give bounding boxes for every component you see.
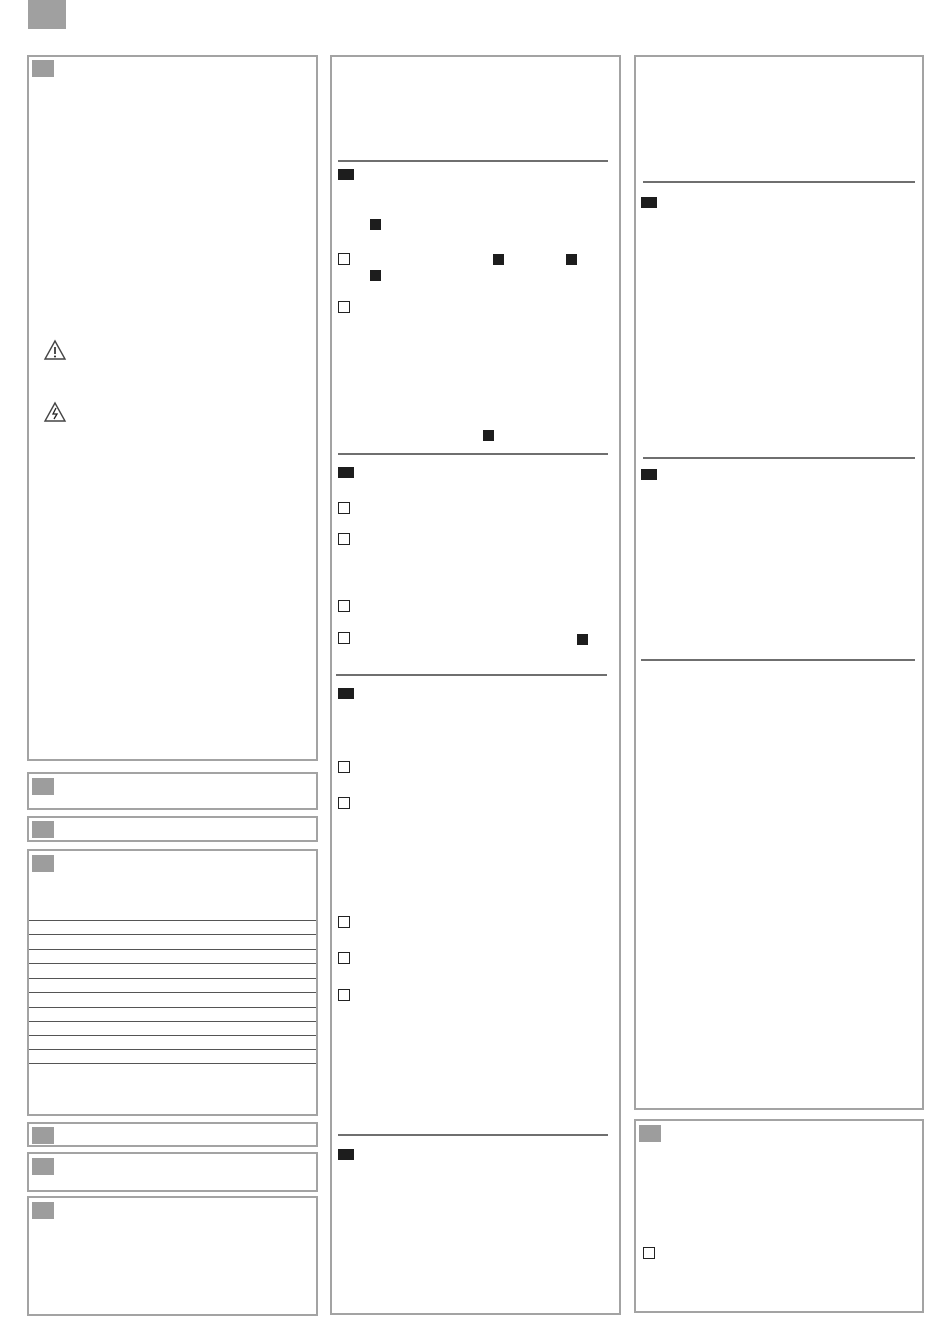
table-row (29, 963, 316, 964)
section-divider (643, 457, 915, 459)
empty-checkbox-icon (338, 952, 350, 964)
technical-data-panel (27, 849, 318, 1116)
table-row (29, 978, 316, 979)
empty-checkbox-icon (338, 301, 350, 313)
section-divider (338, 453, 608, 455)
table-row (29, 1049, 316, 1050)
section-language-marker (639, 1125, 661, 1142)
empty-checkbox-icon (338, 632, 350, 644)
empty-checkbox-icon (338, 533, 350, 545)
section-divider (641, 659, 915, 661)
empty-checkbox-icon (338, 761, 350, 773)
left-small-panel-2 (27, 816, 318, 842)
empty-checkbox-icon (338, 600, 350, 612)
safety-panel (27, 55, 318, 761)
section-language-marker (32, 821, 54, 838)
table-row (29, 1007, 316, 1008)
inline-marker (370, 270, 381, 281)
instructions-panel-middle (330, 55, 621, 1315)
left-bottom-panel (27, 1196, 318, 1316)
section-language-marker (32, 60, 54, 77)
section-language-marker (32, 1202, 54, 1219)
section-divider (336, 674, 607, 676)
page-corner-tab (28, 0, 66, 29)
left-small-panel-3 (27, 1122, 318, 1147)
empty-checkbox-icon (338, 989, 350, 1001)
table-row (29, 920, 316, 921)
table-row (29, 992, 316, 993)
inline-marker (370, 219, 381, 230)
empty-checkbox-icon (338, 502, 350, 514)
section-language-marker (32, 855, 54, 872)
right-bottom-panel (634, 1119, 924, 1313)
section-marker (338, 169, 354, 180)
empty-checkbox-icon (338, 797, 350, 809)
section-language-marker (32, 778, 54, 795)
empty-checkbox-icon (338, 916, 350, 928)
left-small-panel-1 (27, 772, 318, 810)
section-divider (338, 160, 608, 162)
inline-marker (483, 430, 494, 441)
table-row (29, 1035, 316, 1036)
inline-marker (566, 254, 577, 265)
section-language-marker (32, 1158, 54, 1175)
warning-triangle-lightning-icon (43, 401, 67, 423)
warning-triangle-exclamation-icon (43, 339, 67, 361)
empty-checkbox-icon (338, 253, 350, 265)
section-divider (643, 181, 915, 183)
table-row (29, 934, 316, 935)
section-marker (641, 469, 657, 480)
section-marker (338, 688, 354, 699)
section-marker (338, 1149, 354, 1160)
instructions-panel-right (634, 55, 924, 1110)
table-row (29, 949, 316, 950)
inline-marker (577, 634, 588, 645)
left-small-panel-4 (27, 1152, 318, 1192)
inline-marker (493, 254, 504, 265)
table-row (29, 1021, 316, 1022)
table-row (29, 1063, 316, 1064)
section-marker (338, 467, 354, 478)
section-language-marker (32, 1127, 54, 1144)
section-marker (641, 197, 657, 208)
section-divider (338, 1134, 608, 1136)
empty-checkbox-icon (643, 1247, 655, 1259)
